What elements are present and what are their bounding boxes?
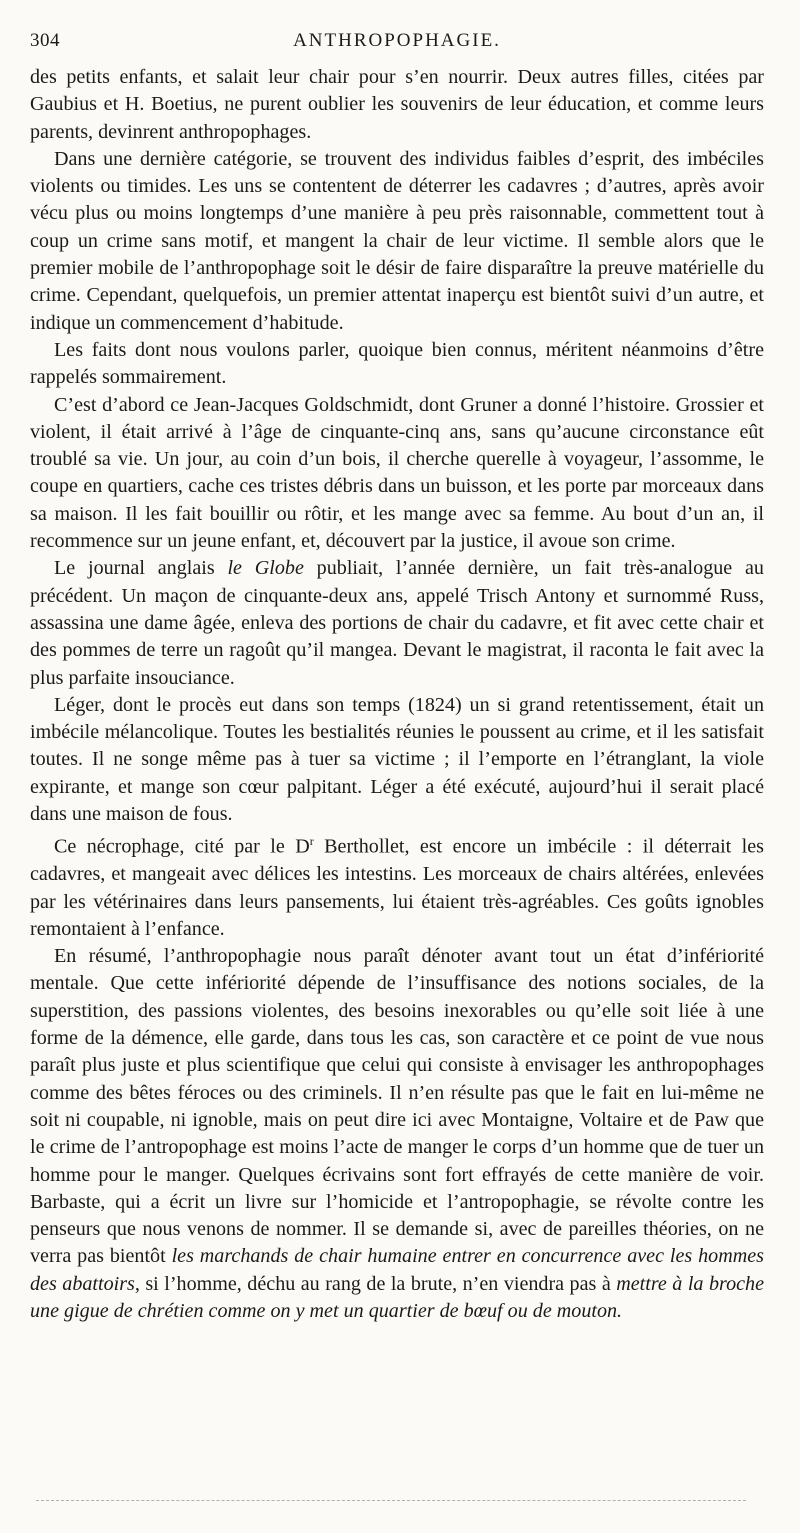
text-run: , si l’homme, déchu au rang de la brute, n’en viendra pas à xyxy=(134,1272,617,1295)
page-number: 304 xyxy=(30,30,60,51)
superscript: r xyxy=(309,834,314,849)
italic-quote: mettre à la broche une gigue de chrétien comme on y met un quartier de bœuf ou de mouton. xyxy=(30,1272,765,1323)
text-run: Berthollet, est encore un imbécile : il déterrait les cadavres, et mangeait avec délices les intestins. Les morceaux de chairs altérées, enlevées par les vétérinaires dans leurs pansements, lui étaient très-agréables. Ces goûts ignobles remontaient à l’enfance. xyxy=(30,836,765,940)
body-text xyxy=(30,64,764,1325)
text-run: publiait, l’année dernière, un fait très-analogue au précédent. Un maçon de cinquante-deux ans, appelé Trisch Antony et surnommé Russ, assassina une dame âgée, enleva des portions de chair du cadavre, et fit avec cette chair et des pommes de terre un ragoût qu’il mangea. Devant le magistrat, il raconta le fait avec la plus parfaite insouciance. xyxy=(30,557,764,689)
paragraph: Les faits dont nous voulons parler, quoique bien connus, méritent néanmoins d’être rappelés sommairement. xyxy=(30,338,764,389)
paragraph: Dans une dernière catégorie, se trouvent des individus faibles d’esprit, des imbéciles violents ou timides. Les uns se contentent de déterrer les cadavres ; d’autres, après avoir vécu plus ou moins longtemps d’une manière à peu près raisonnable, commettent tout à coup un crime sans motif, et mangent la chair de leur victime. Il semble alors que le premier mobile de l’anthropophage soit le désir de faire disparaître la preuve matérielle du crime. Cependant, quelquefois, un premier attentat inaperçu est bientôt suivi d’un autre, et indique un commencement d’habitude. xyxy=(30,147,764,334)
paragraph: Léger, dont le procès eut dans son temps (1824) un si grand retentissement, était un imbécile mélancolique. Toutes les bestialités réunies le poussent au crime, et il les satisfait toutes. Il ne songe même pas à tuer sa victime ; il l’emporte en l’étranglant, la viole expirante, et mange son cœur palpitant. Léger a été exécuté, aujourd’hui il serait placé dans une maison de fous. xyxy=(30,693,764,826)
paragraph-necrophage xyxy=(30,828,764,943)
page-header xyxy=(30,30,764,60)
paragraph: des petits enfants, et salait leur chair pour s’en nourrir. Deux autres filles, citées par Gaubius et H. Boetius, ne purent oublier les souvenirs de leur éducation, et comme leurs parents, devinrent anthropophages. xyxy=(30,66,764,143)
paragraph-globe xyxy=(30,555,764,691)
running-title: ANTHROPOPHAGIE. xyxy=(293,30,501,51)
newspaper-title: le Globe xyxy=(227,557,304,580)
text-run: Ce nécrophage, cité par le D xyxy=(54,836,310,858)
footer-rule xyxy=(36,1500,746,1501)
text-run: En résumé, l’anthropophagie nous paraît dénoter avant tout un état d’infériorité mentale. Que cette infériorité dépende de l’insuffisance des notions sociales, de la superstition, des passions violentes, des besoins inexorables ou qu’elle soit liée à une forme de la démence, elle garde, dans tous les cas, son caractère et ce point de vue nous paraît plus juste et plus scientifique que celui qui consiste à envisager les anthropophages comme des bêtes féroces ou des criminels. Il n’en résulte pas que le fait en lui-même ne soit ni coupable, ni ignoble, mais on peut dire ici avec Montaigne, Voltaire et de Paw que le crime de l’antropophage est moins l’acte de manger le corps d’un homme que de tuer un homme pour le manger. Quelques écrivains sont fort effrayés de cette manière de voir. Barbaste, qui a écrit un livre sur l’homicide et l’antropophagie, se révolte contre les penseurs que nous venons de nommer. Il se demande si, avec de pareilles théories, on ne verra pas bientôt xyxy=(30,945,764,1268)
paragraph: C’est d’abord ce Jean-Jacques Goldschmidt, dont Gruner a donné l’histoire. Grossier et violent, il était arrivé à l’âge de cinquante-cinq ans, sans qu’aucune circonstance eût troublé sa vie. Un jour, au coin d’un bois, il cherche querelle à voyageur, l’assomme, le coupe en quartiers, cache ces tristes débris dans un buisson, et les porte par morceaux dans sa maison. Il les fait bouillir ou rôtir, et les mange avec sa femme. Au bout d’un an, il recommence sur un jeune enfant, et, découvert par la justice, il avoue son crime. xyxy=(30,393,764,553)
paragraph-conclusion xyxy=(30,943,764,1325)
text-run: Le journal anglais xyxy=(54,557,228,580)
italic-quote: les marchands de chair humaine entrer en concurrence avec les hommes des abattoirs xyxy=(30,1245,764,1295)
